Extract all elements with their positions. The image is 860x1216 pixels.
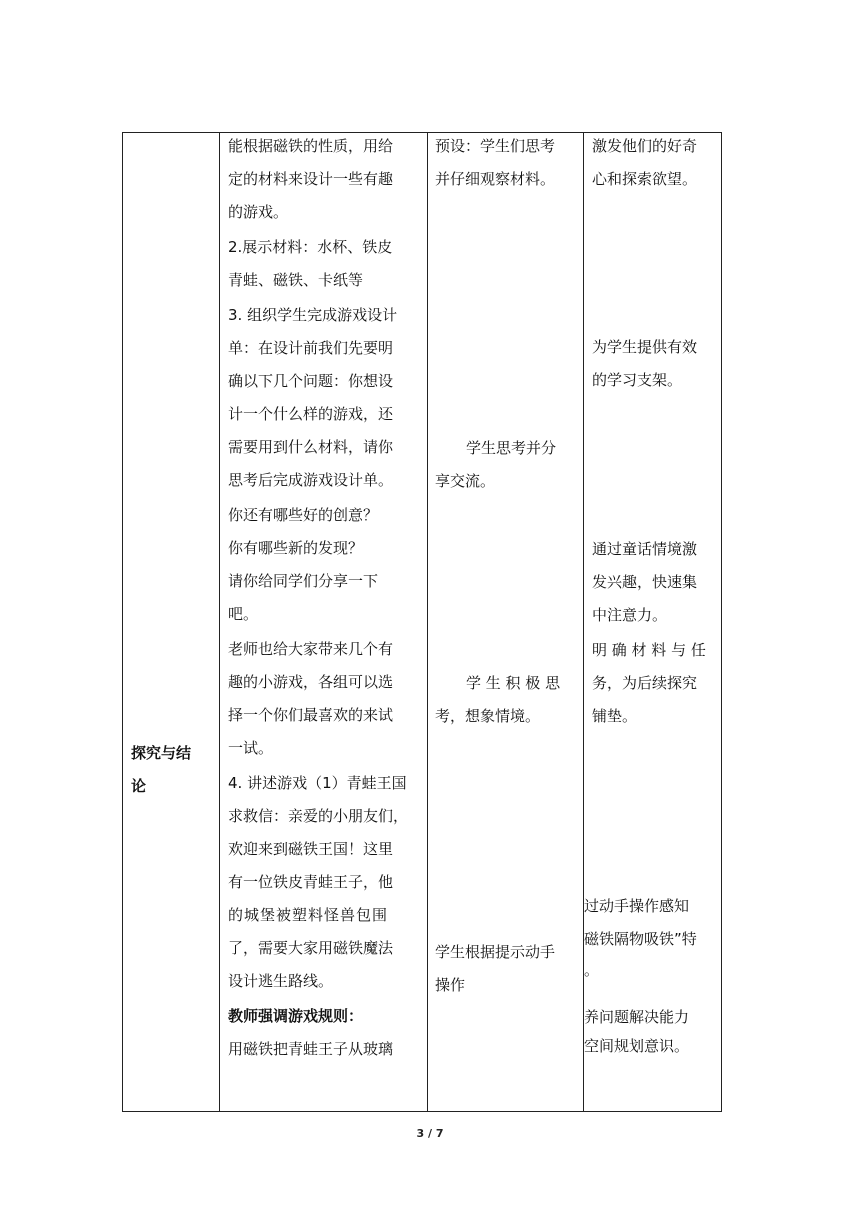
teacher-activity-line: 能根据磁铁的性质，用给 bbox=[228, 137, 394, 155]
teacher-activity-line: 定的材料来设计一些有趣 bbox=[228, 170, 394, 188]
teacher-activity-line: 4. 讲述游戏（1）青蛙王国 bbox=[228, 774, 407, 792]
teacher-activity-line: 设计逃生路线。 bbox=[228, 972, 334, 990]
design-intent-line: 心和探索欲望。 bbox=[592, 170, 698, 188]
teacher-activity-line: 需要用到什么材料，请你 bbox=[228, 438, 394, 456]
design-intent-line: 明 确 材 料 与 任 bbox=[592, 641, 706, 659]
design-intent-line: 磁铁隔物吸铁”特 bbox=[584, 930, 697, 948]
teacher-activity-line: 吧。 bbox=[228, 605, 259, 623]
teacher-activity-line: 单：在设计前我们先要明 bbox=[228, 339, 394, 357]
page-number: 3 / 7 bbox=[416, 1127, 444, 1140]
teacher-activity-line: 计一个什么样的游戏，还 bbox=[228, 405, 394, 423]
teacher-activity-line: 老师也给大家带来几个有 bbox=[228, 640, 394, 658]
stage-label-line: 论 bbox=[131, 777, 147, 795]
teacher-activity-line: 3. 组织学生完成游戏设计 bbox=[228, 306, 398, 324]
teacher-activity-column bbox=[220, 133, 427, 1111]
design-intent-column bbox=[584, 133, 722, 1111]
design-intent-line: 通过童话情境激 bbox=[592, 540, 698, 558]
design-intent-line: 。 bbox=[584, 961, 600, 979]
design-intent-line: 务，为后续探究 bbox=[592, 674, 698, 692]
teacher-activity-line: 你有哪些新的发现？ bbox=[228, 539, 364, 557]
student-activity-line: 考，想象情境。 bbox=[435, 707, 541, 725]
teacher-activity-line: 一试。 bbox=[228, 739, 274, 757]
design-intent-line: 养问题解决能力 bbox=[584, 1008, 690, 1026]
teacher-activity-line: 欢迎来到磁铁王国！这里 bbox=[228, 840, 394, 858]
student-activity-line: 学 生 积 极 思 bbox=[466, 674, 561, 692]
stage-column bbox=[123, 133, 219, 1111]
teacher-activity-line: 有一位铁皮青蛙王子，他 bbox=[228, 873, 394, 891]
design-intent-line: 的学习支架。 bbox=[592, 371, 683, 389]
teacher-activity-line: 的城堡被塑料怪兽包围 bbox=[228, 906, 389, 924]
teacher-activity-line: 思考后完成游戏设计单。 bbox=[228, 471, 394, 489]
design-intent-line: 发兴趣，快速集 bbox=[592, 573, 698, 591]
teacher-activity-line: 你还有哪些好的创意？ bbox=[228, 506, 379, 524]
student-activity-line: 预设：学生们思考 bbox=[435, 137, 556, 155]
student-activity-line: 享交流。 bbox=[435, 472, 496, 490]
student-activity-column bbox=[428, 133, 583, 1111]
teacher-activity-line: 2.展示材料：水杯、铁皮 bbox=[228, 238, 393, 256]
teacher-activity-line: 青蛙、磁铁、卡纸等 bbox=[228, 271, 364, 289]
design-intent-line: 激发他们的好奇 bbox=[592, 137, 698, 155]
lesson-plan-table bbox=[122, 132, 722, 1112]
teacher-activity-line: 确以下几个问题：你想设 bbox=[228, 372, 394, 390]
student-activity-line: 学生思考并分 bbox=[466, 439, 557, 457]
design-intent-line: 为学生提供有效 bbox=[592, 338, 698, 356]
stage-label-line: 探究与结 bbox=[131, 744, 192, 762]
teacher-activity-line: 择一个你们最喜欢的来试 bbox=[228, 706, 394, 724]
design-intent-line: 铺垫。 bbox=[592, 707, 638, 725]
design-intent-line: 空间规划意识。 bbox=[584, 1037, 690, 1055]
student-activity-line: 操作 bbox=[435, 976, 466, 994]
teacher-activity-line: 请你给同学们分享一下 bbox=[228, 572, 379, 590]
design-intent-line: 过动手操作感知 bbox=[584, 897, 690, 915]
teacher-activity-line: 教师强调游戏规则： bbox=[228, 1007, 364, 1025]
teacher-activity-line: 趣的小游戏，各组可以选 bbox=[228, 673, 394, 691]
student-activity-line: 并仔细观察材料。 bbox=[435, 170, 556, 188]
teacher-activity-line: 了，需要大家用磁铁魔法 bbox=[228, 939, 394, 957]
teacher-activity-line: 的游戏。 bbox=[228, 203, 289, 221]
teacher-activity-line: 求救信：亲爱的小朋友们， bbox=[228, 807, 409, 825]
teacher-activity-line: 用磁铁把青蛙王子从玻璃 bbox=[228, 1040, 394, 1058]
student-activity-line: 学生根据提示动手 bbox=[435, 943, 556, 961]
design-intent-line: 中注意力。 bbox=[592, 606, 668, 624]
